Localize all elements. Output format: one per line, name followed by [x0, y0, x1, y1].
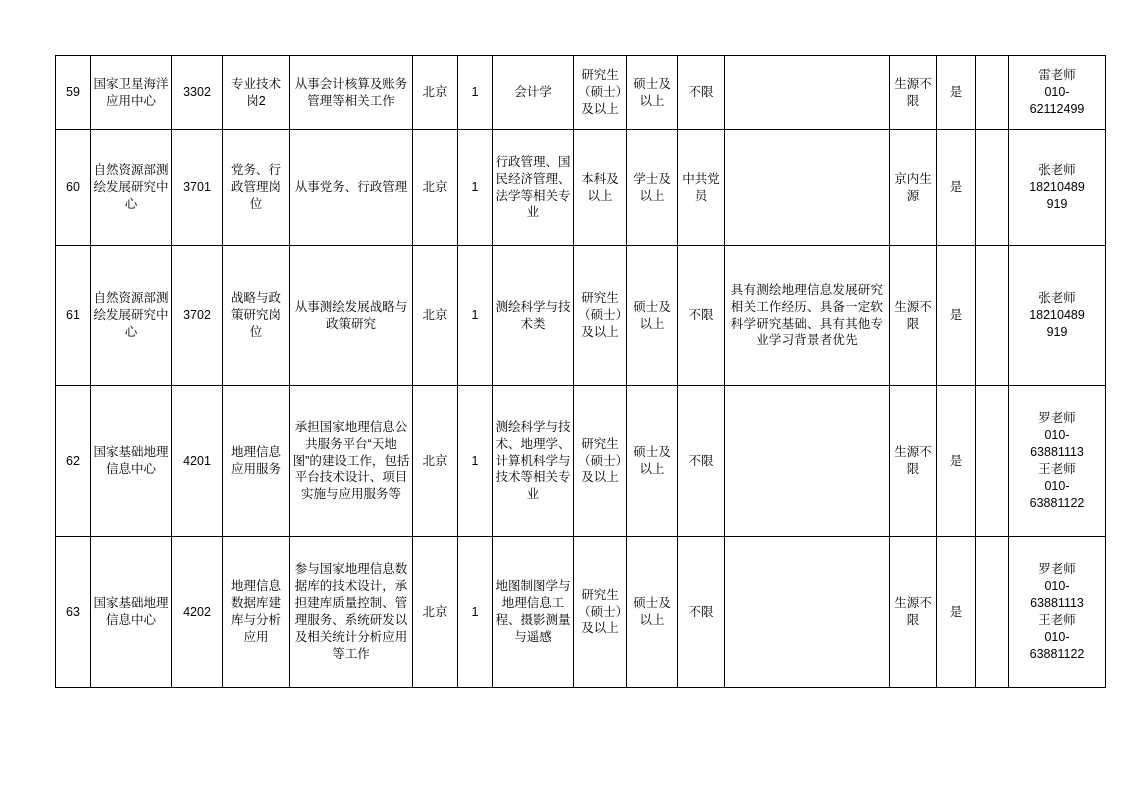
- cell-politics: 不限: [678, 386, 725, 537]
- cell-no: 60: [56, 130, 91, 246]
- cell-other: [725, 130, 890, 246]
- cell-major: 行政管理、国民经济管理、法学等相关专业: [493, 130, 574, 246]
- contact-line: 王老师: [1038, 613, 1076, 627]
- cell-no: 59: [56, 56, 91, 130]
- cell-place: 北京: [413, 537, 458, 688]
- contact-line: 010-: [1044, 579, 1070, 594]
- cell-degree: 硕士及以上: [627, 386, 678, 537]
- contact-line: 雷老师: [1038, 68, 1076, 83]
- table-row: [56, 130, 1106, 246]
- cell-education: 研究生（硕士）及以上: [574, 246, 627, 386]
- cell-contact: [1009, 386, 1106, 537]
- contact-line: 63881113: [1030, 445, 1084, 460]
- contact-line: 62112499: [1029, 101, 1085, 116]
- cell-number: 1: [458, 386, 493, 537]
- cell-duty: 从事党务、行政管理: [290, 130, 413, 246]
- contact-line: 010-: [1044, 629, 1070, 644]
- cell-place: 北京: [413, 56, 458, 130]
- cell-blank: [976, 56, 1009, 130]
- cell-education: 研究生（硕士）及以上: [574, 386, 627, 537]
- cell-number: 1: [458, 130, 493, 246]
- cell-major: 测绘科学与技术类: [493, 246, 574, 386]
- cell-unit: 国家基础地理信息中心: [91, 386, 172, 537]
- cell-no: 63: [56, 537, 91, 688]
- contact-line: 张老师: [1038, 163, 1076, 178]
- cell-source: 京内生源: [890, 130, 937, 246]
- contact-line: 18210489: [1029, 180, 1085, 195]
- contact-line: 王老师: [1038, 462, 1076, 476]
- cell-other: 具有测绘地理信息发展研究相关工作经历、具备一定软科学研究基础、具有其他专业学习背景者优先: [725, 246, 890, 386]
- cell-post: 专业技术岗2: [223, 56, 290, 130]
- cell-source: 生源不限: [890, 537, 937, 688]
- cell-education: 本科及以上: [574, 130, 627, 246]
- cell-blank: [976, 537, 1009, 688]
- cell-degree: 硕士及以上: [627, 56, 678, 130]
- cell-post: 地理信息应用服务: [223, 386, 290, 537]
- cell-education: 研究生（硕士）及以上: [574, 537, 627, 688]
- cell-place: 北京: [413, 246, 458, 386]
- contact-line: 63881122: [1029, 646, 1085, 661]
- cell-major: 会计学: [493, 56, 574, 130]
- cell-politics: 中共党员: [678, 130, 725, 246]
- cell-place: 北京: [413, 130, 458, 246]
- cell-need: 是: [937, 130, 976, 246]
- contact-line: 63881113: [1030, 596, 1084, 611]
- cell-number: 1: [458, 537, 493, 688]
- job-listing-table: [55, 55, 1106, 688]
- cell-duty: 从事会计核算及账务管理等相关工作: [290, 56, 413, 130]
- cell-number: 1: [458, 56, 493, 130]
- cell-contact: [1009, 56, 1106, 130]
- cell-duty: 参与国家地理信息数据库的技术设计，承担建库质量控制、管理服务、系统研发以及相关统计分析应用等工作: [290, 537, 413, 688]
- cell-code: 3302: [172, 56, 223, 130]
- cell-post: 战略与政策研究岗位: [223, 246, 290, 386]
- cell-post: 党务、行政管理岗位: [223, 130, 290, 246]
- cell-code: 4202: [172, 537, 223, 688]
- cell-politics: 不限: [678, 246, 725, 386]
- cell-number: 1: [458, 246, 493, 386]
- table-row: [56, 56, 1106, 130]
- cell-unit: 自然资源部测绘发展研究中心: [91, 246, 172, 386]
- cell-degree: 学士及以上: [627, 130, 678, 246]
- cell-other: [725, 56, 890, 130]
- contact-line: 张老师: [1038, 291, 1076, 306]
- cell-contact: [1009, 130, 1106, 246]
- cell-blank: [976, 130, 1009, 246]
- cell-unit: 国家卫星海洋应用中心: [91, 56, 172, 130]
- cell-code: 3702: [172, 246, 223, 386]
- contact-line: 63881122: [1029, 495, 1085, 510]
- cell-other: [725, 537, 890, 688]
- cell-unit: 自然资源部测绘发展研究中心: [91, 130, 172, 246]
- cell-code: 4201: [172, 386, 223, 537]
- contact-line: 010-: [1044, 478, 1070, 493]
- contact-line: 010-: [1044, 85, 1070, 100]
- cell-unit: 国家基础地理信息中心: [91, 537, 172, 688]
- cell-major: 测绘科学与技术、地理学、计算机科学与技术等相关专业: [493, 386, 574, 537]
- cell-education: 研究生（硕士）及以上: [574, 56, 627, 130]
- cell-source: 生源不限: [890, 246, 937, 386]
- contact-line: 罗老师: [1038, 411, 1076, 426]
- cell-contact: [1009, 537, 1106, 688]
- cell-duty: 承担国家地理信息公共服务平台“天地图”的建设工作，包括平台技术设计、项目实施与应用服务等: [290, 386, 413, 537]
- cell-place: 北京: [413, 386, 458, 537]
- cell-need: 是: [937, 246, 976, 386]
- contact-line: 010-: [1044, 428, 1070, 443]
- cell-no: 61: [56, 246, 91, 386]
- table-body: [56, 56, 1106, 688]
- cell-major: 地图制图学与地理信息工程、摄影测量与遥感: [493, 537, 574, 688]
- cell-other: [725, 386, 890, 537]
- table-row: [56, 537, 1106, 688]
- cell-blank: [976, 246, 1009, 386]
- cell-politics: 不限: [678, 537, 725, 688]
- cell-source: 生源不限: [890, 386, 937, 537]
- cell-no: 62: [56, 386, 91, 537]
- cell-blank: [976, 386, 1009, 537]
- cell-need: 是: [937, 56, 976, 130]
- cell-degree: 硕士及以上: [627, 246, 678, 386]
- cell-need: 是: [937, 537, 976, 688]
- contact-line: 919: [1046, 324, 1068, 339]
- cell-degree: 硕士及以上: [627, 537, 678, 688]
- contact-line: 919: [1046, 196, 1068, 211]
- table-row: [56, 386, 1106, 537]
- contact-line: 罗老师: [1038, 562, 1076, 577]
- cell-politics: 不限: [678, 56, 725, 130]
- cell-source: 生源不限: [890, 56, 937, 130]
- cell-duty: 从事测绘发展战略与政策研究: [290, 246, 413, 386]
- contact-line: 18210489: [1029, 308, 1085, 323]
- cell-code: 3701: [172, 130, 223, 246]
- cell-post: 地理信息数据库建库与分析应用: [223, 537, 290, 688]
- table-row: [56, 246, 1106, 386]
- cell-contact: [1009, 246, 1106, 386]
- cell-need: 是: [937, 386, 976, 537]
